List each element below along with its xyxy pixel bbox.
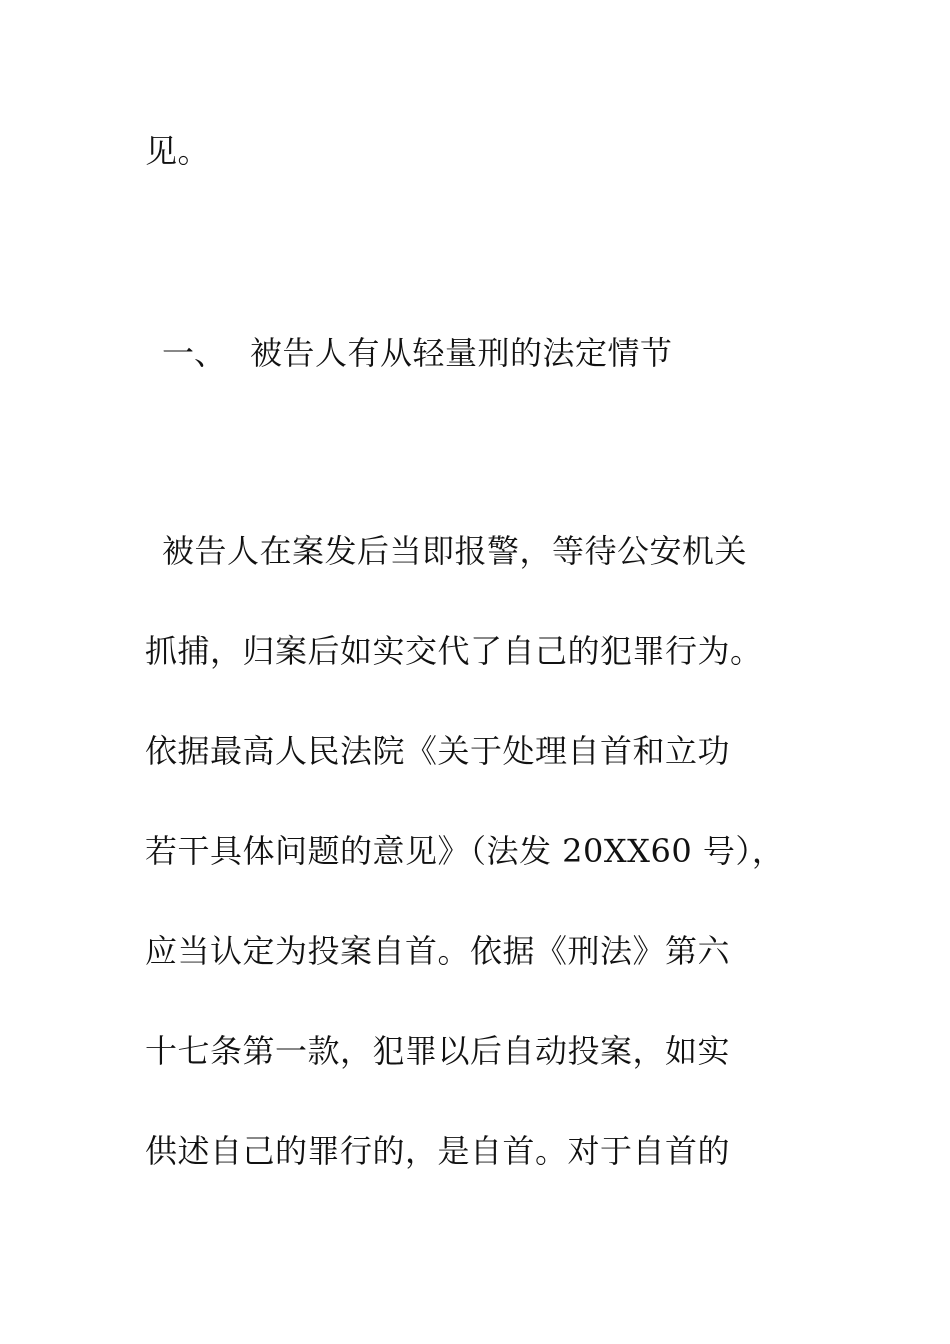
- section-heading-title: 被告人有从轻量刑的法定情节: [250, 334, 673, 372]
- paragraph-line: 依据最高人民法院《关于处理自首和立功: [145, 732, 731, 770]
- paragraph-line: 抓捕，归案后如实交代了自己的犯罪行为。: [145, 632, 763, 670]
- paragraph-line: 应当认定为投案自首。依据《刑法》第六: [145, 932, 731, 970]
- paragraph-line: 被告人在案发后当即报警，等待公安机关: [162, 532, 748, 570]
- paragraph-line: 若干具体问题的意见》（法发 20XX60 号），: [145, 832, 785, 870]
- section-heading-number: 一、: [162, 334, 227, 372]
- continuation-text: 见。: [145, 132, 211, 170]
- paragraph-line: 十七条第一款，犯罪以后自动投案，如实: [145, 1032, 731, 1070]
- paragraph-line: 供述自己的罪行的，是自首。对于自首的: [145, 1132, 731, 1170]
